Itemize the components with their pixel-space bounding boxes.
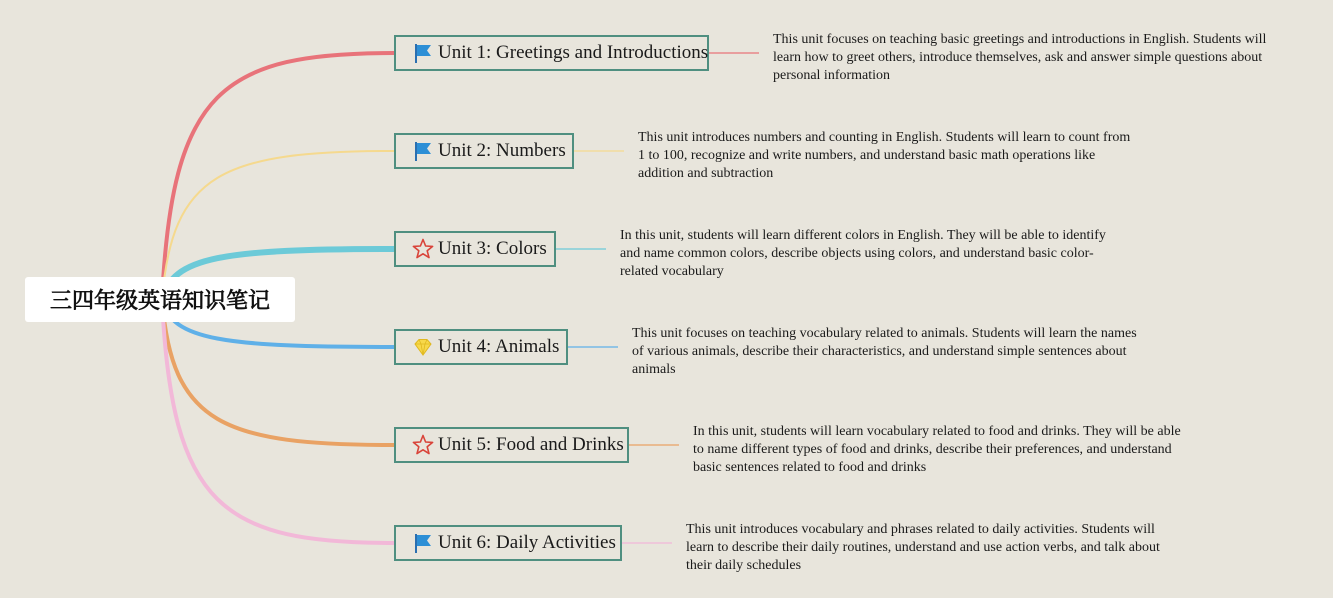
note-unit-3: In this unit, students will learn different colors in English. They will be able to identify and name common colors, describe objects using colors, and understand basic color-related vocabulary xyxy=(620,228,1106,279)
note-unit-6: This unit introduces vocabulary and phrases related to daily activities. Students will learn to describe their daily routines, understand and use action verbs, and talk about their daily schedules xyxy=(686,522,1160,573)
topic-label: Unit 6: Daily Activities xyxy=(438,532,616,553)
star-icon xyxy=(412,434,434,456)
topic-unit-6[interactable] xyxy=(394,525,622,561)
topic-unit-5[interactable] xyxy=(394,427,629,463)
note-unit-5: In this unit, students will learn vocabulary related to food and drinks. They will be able to name different types of food and drinks, describe their preferences, and understand basic sentences related to food and drinks xyxy=(693,424,1181,475)
note-unit-1: This unit focuses on teaching basic greetings and introductions in English. Students will learn how to greet others, introduce themselves, ask and answer simple questions about personal information xyxy=(773,32,1267,83)
flag-icon xyxy=(412,532,434,554)
topic-label: Unit 4: Animals xyxy=(438,336,560,357)
topic-unit-1[interactable] xyxy=(394,35,709,71)
topic-label: Unit 5: Food and Drinks xyxy=(438,434,624,455)
note-unit-2: This unit introduces numbers and counting in English. Students will learn to count from 1 to 100, recognize and write numbers, and understand basic math operations like addition and subtraction xyxy=(638,130,1131,181)
star-icon xyxy=(412,238,434,260)
topic-label: Unit 3: Colors xyxy=(438,238,547,259)
topic-unit-4[interactable] xyxy=(394,329,568,365)
central-topic[interactable]: 三四年级英语知识笔记 xyxy=(25,277,295,322)
branch-connector xyxy=(162,300,394,543)
gem-icon xyxy=(412,336,434,358)
flag-icon xyxy=(412,42,434,64)
flag-icon xyxy=(412,140,434,162)
topic-label: Unit 1: Greetings and Introductions xyxy=(438,42,709,63)
topic-unit-2[interactable] xyxy=(394,133,574,169)
topic-unit-3[interactable] xyxy=(394,231,556,267)
topic-label: Unit 2: Numbers xyxy=(438,140,566,161)
note-unit-4: This unit focuses on teaching vocabulary related to animals. Students will learn the names of various animals, describe their characteristics, and understand simple sentences about animals xyxy=(632,326,1137,377)
